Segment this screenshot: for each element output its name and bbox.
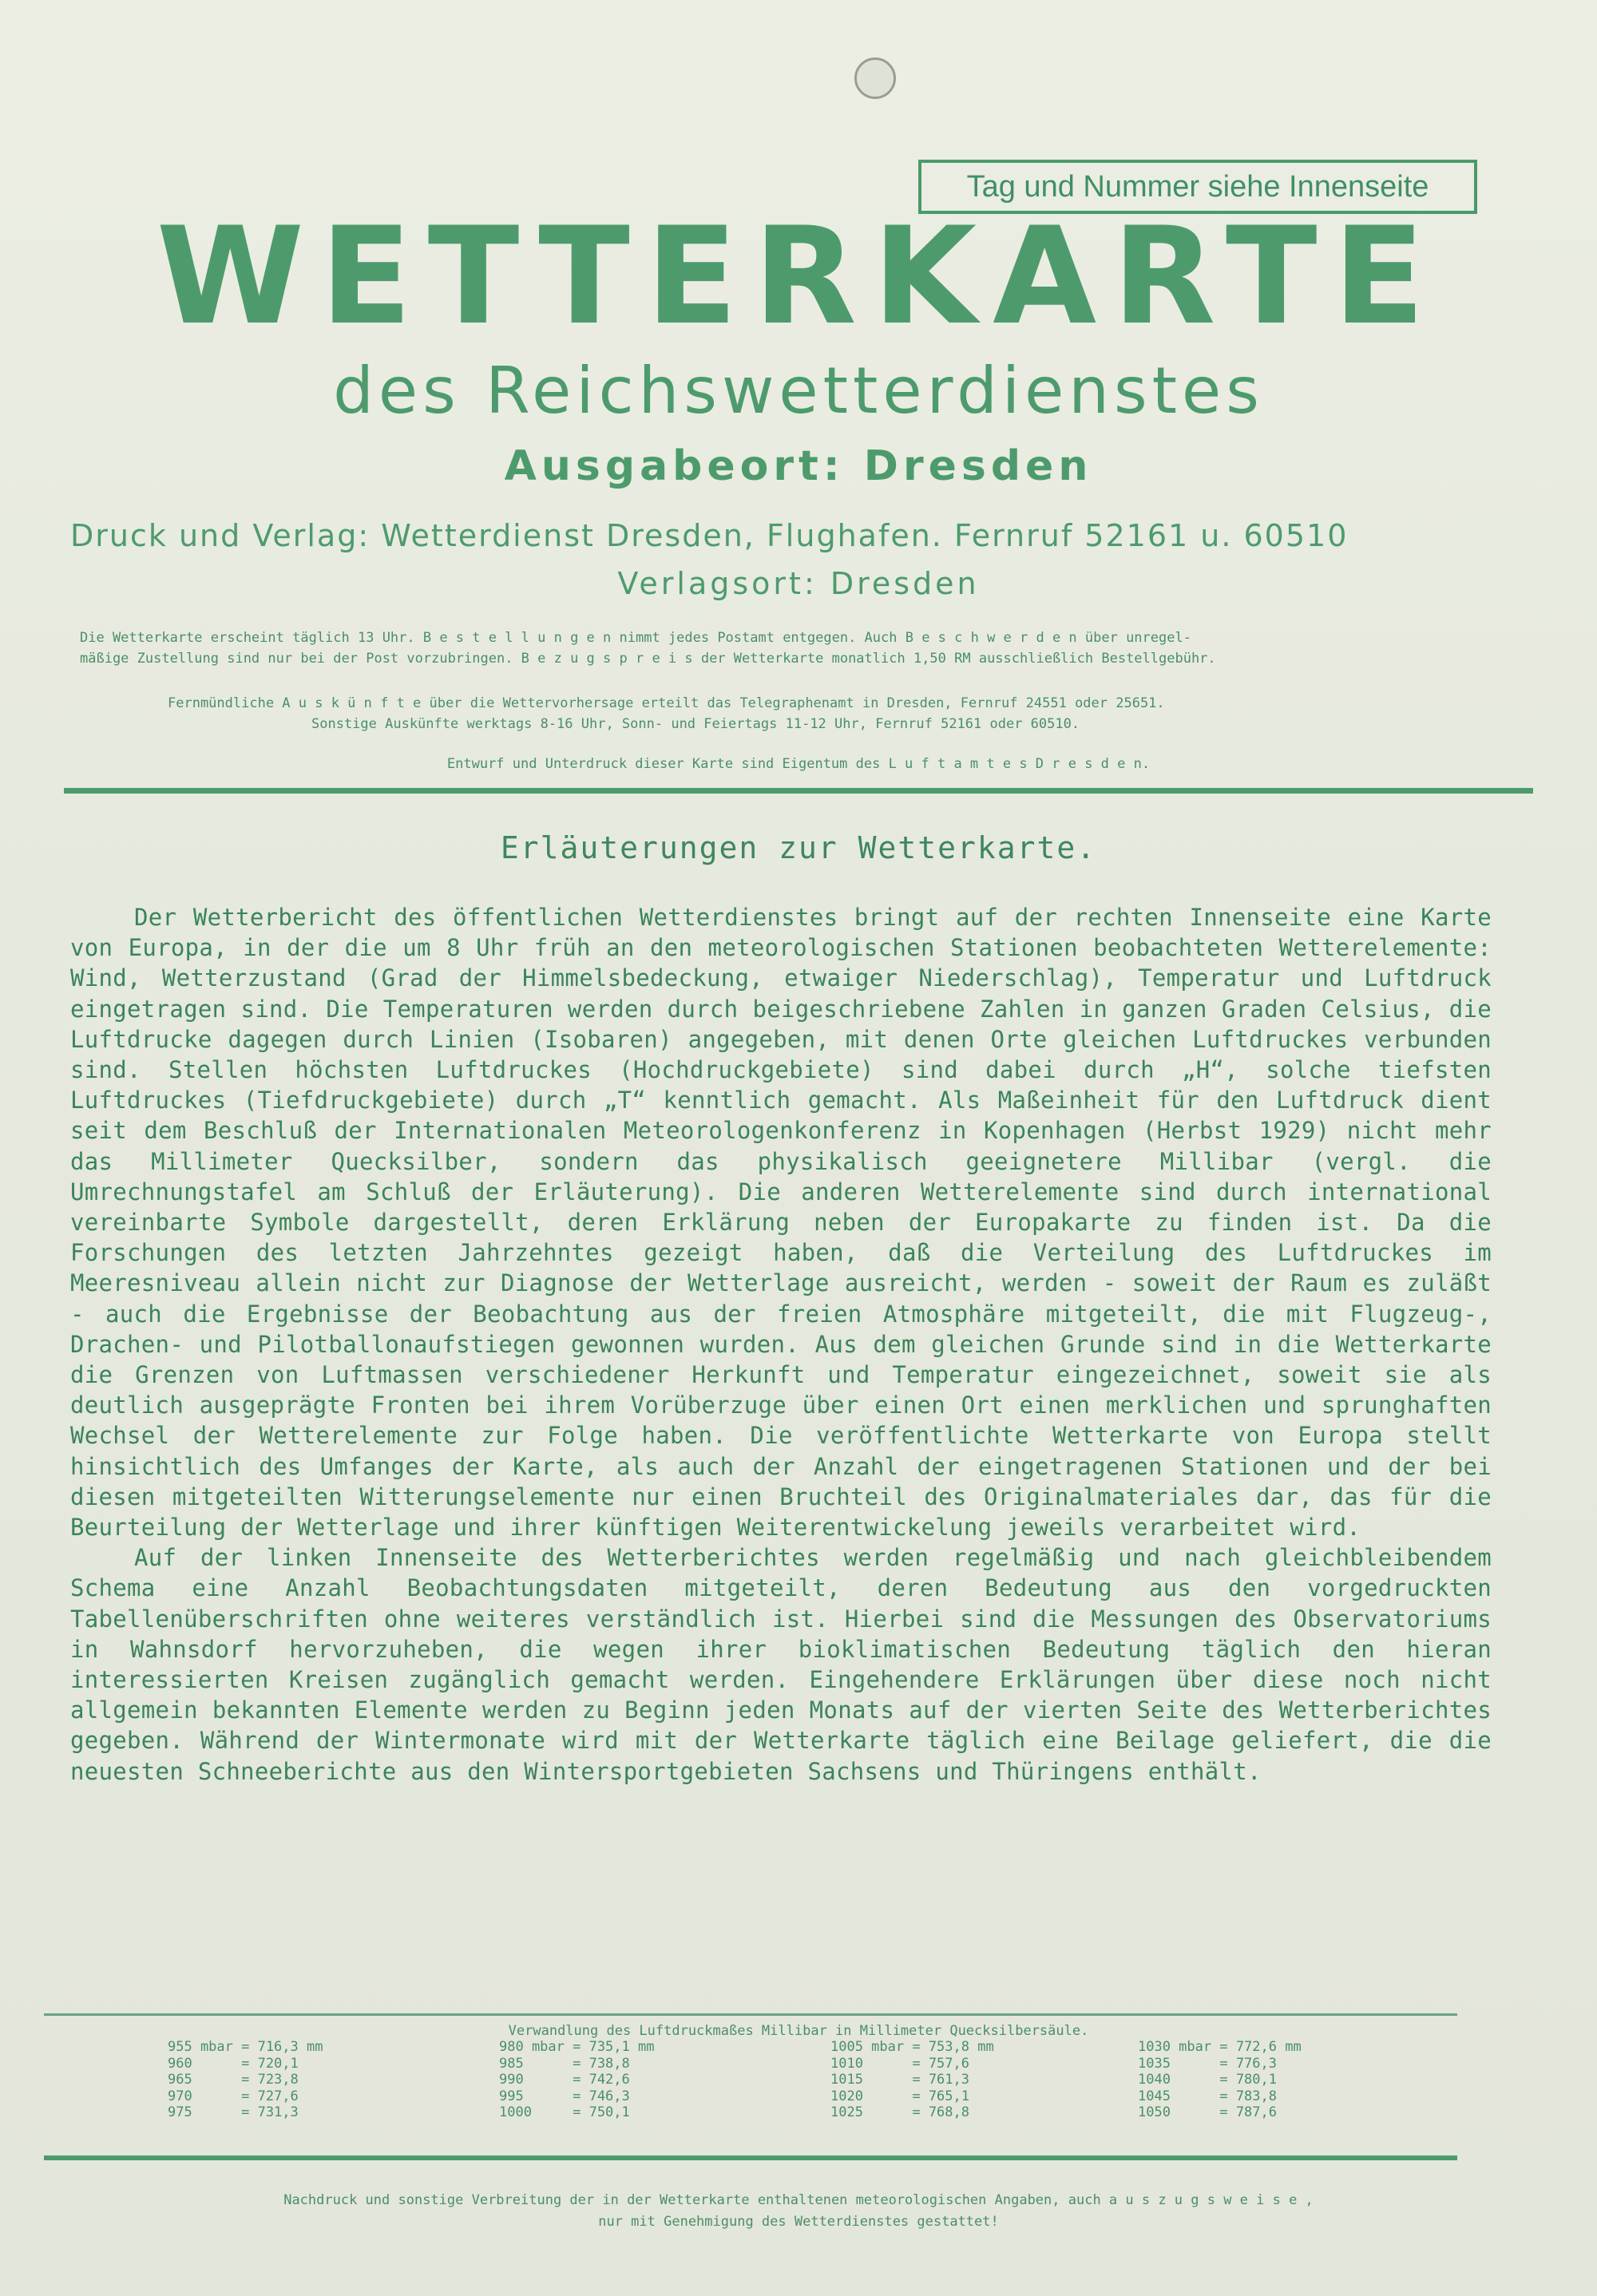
conversion-row: 990 = 742,6 [499, 2072, 630, 2088]
conversion-column [499, 2039, 787, 2121]
info-line: Sonstige Auskünfte werktags 8-16 Uhr, Sonn- und Feiertags 11-12 Uhr, Fernruf 52161 oder 60510. [311, 716, 1080, 733]
paragraph: Auf der linken Innenseite des Wetterberichtes werden regelmäßig und nach gleichbleibendem Schema eine Anzahl Beobachtungsdaten mitgeteilt, deren Bedeutung aus den vorgedruckten Tabellenüberschriften ohne weiteres verständlich ist. Hierbei sind die Messungen des Observatoriums in Wahnsdorf hervorzuheben, die wegen ihrer bioklimatischen Bedeutung täglich den hieran interessierten Kreisen zugänglich gemacht werden. Eingehendere Erklärungen über diese noch nicht allgemein bekannten Elemente werden zu Beginn jeden Monats auf der vierten Seite des Wetterberichtes gegeben. Während der Wintermonate wird mit der Wetterkarte täglich eine Beilage geliefert, die die neuesten Schneeberichte aus den Wintersportgebieten Sachsens und Thüringens enthält. [70, 1544, 1492, 1785]
punch-hole [854, 57, 896, 99]
notice-line: Die Wetterkarte erscheint täglich 13 Uhr. B e s t e l l u n g e n nimmt jedes Postamt entgegen. Auch B e s c h w e r d e n über unregel- [80, 630, 1191, 646]
conversion-row: 1050 = 787,6 [1138, 2104, 1277, 2121]
conversion-row: 980 mbar = 735,1 mm [499, 2039, 655, 2055]
conversion-column [830, 2039, 1118, 2121]
conversion-row: 1015 = 761,3 [830, 2072, 969, 2088]
divider-rule [44, 2155, 1457, 2160]
notice-line: mäßige Zustellung sind nur bei der Post vorzubringen. B e z u g s p r e i s der Wetterkarte monatlich 1,50 RM ausschließlich Bestellgebühr. [80, 651, 1216, 667]
conversion-row: 955 mbar = 716,3 mm [168, 2039, 323, 2055]
footer-line: Nachdruck und sonstige Verbreitung der in der Wetterkarte enthaltenen meteorologischen Angaben, auch a u s z u g s w e i s e , [283, 2192, 1314, 2208]
paragraph: Der Wetterbericht des öffentlichen Wetterdienstes bringt auf der rechten Innenseite eine Karte von Europa, in der die um 8 Uhr früh an den meteorologischen Stationen beobachteten Wetterelemente: Wind, Wetterzustand (Grad der Himmelsbedeckung, etwaiger Niederschlag), Temperatur und Luftdruck eingetragen sind. Die Temperaturen werden durch beigeschriebene Zahlen in ganzen Graden Celsius, die Luftdrucke dagegen durch Linien (Isobaren) angegeben, mit denen Orte gleichen Luftdruckes verbunden sind. Stellen höchsten Luftdruckes (Hochdruckgebiete) sind dabei durch „H“, solche tiefsten Luftdruckes (Tiefdruckgebiete) durch „T“ kenntlich gemacht. Als Maßeinheit für den Luftdruck dient seit dem Beschluß der Internationalen Meteorologenkonferenz in Kopenhagen (Herbst 1929) nicht mehr das Millimeter Quecksilber, sondern das physikalisch geeignetere Millibar (vergl. die Umrechnungstafel am Schluß der Erläuterung). Die anderen Wetterelemente sind durch international vereinbarte Symbole dargestellt, deren Erklärung neben der Europakarte zu finden ist. Da die Forschungen des letzten Jahrzehntes gezeigt haben, daß die Verteilung des Luftdruckes im Meeresniveau allein nicht zur Diagnose der Wetterlage ausreicht, werden - soweit der Raum es zuläßt - auch die Ergebnisse der Beobachtung aus der freien Atmosphäre mitgeteilt, die mit Flugzeug-, Drachen- und Pilotballonaufstiegen gewonnen wurden. Aus dem gleichen Grunde sind in die Wetterkarte die Grenzen von Luftmassen verschiedener Herkunft und Temperatur eingezeichnet, soweit sie als deutlich ausgeprägte Fronten bei ihrem Vorüberzuge über einen Ort einen merklichen und sprunghaften Wechsel der Wetterelemente zur Folge haben. Die veröffentlichte Wetterkarte von Europa stellt hinsichtlich des Umfanges der Karte, als auch der Anzahl der eingetragenen Stationen und der bei diesen mitgeteilten Witterungselemente nur einen Bruchteil des Originalmateriales dar, das für die Beurteilung der Wetterlage und ihrer künftigen Weiterentwickelung jeweils verarbeitet wird. [70, 904, 1492, 1542]
footer-line: nur mit Genehmigung des Wetterdienstes gestattet! [598, 2214, 999, 2230]
conversion-column [168, 2039, 455, 2121]
conversion-row: 1035 = 776,3 [1138, 2055, 1277, 2072]
conversion-row: 1010 = 757,6 [830, 2055, 969, 2072]
conversion-title: Verwandlung des Luftdruckmaßes Millibar in Millimeter Quecksilbersäule. [508, 2023, 1089, 2039]
conversion-row: 985 = 738,8 [499, 2055, 630, 2072]
conversion-row: 960 = 720,1 [168, 2055, 299, 2072]
divider-rule [64, 788, 1533, 794]
conversion-row: 1025 = 768,8 [830, 2104, 969, 2121]
conversion-row: 965 = 723,8 [168, 2072, 299, 2088]
conversion-row: 975 = 731,3 [168, 2104, 299, 2121]
divider-rule [44, 2013, 1457, 2016]
section-title: Erläuterungen zur Wetterkarte. [500, 830, 1097, 865]
conversion-column [1138, 2039, 1425, 2121]
conversion-row: 1040 = 780,1 [1138, 2072, 1277, 2088]
masthead-subtitle: des Reichswetterdienstes [333, 354, 1264, 428]
masthead-title: WETTERKARTE [156, 198, 1441, 354]
publication-place: Verlagsort: Dresden [617, 566, 980, 601]
conversion-row: 1030 mbar = 772,6 mm [1138, 2039, 1302, 2055]
stamp-text: Tag und Nummer siehe Innenseite [966, 169, 1429, 204]
conversion-row: 1005 mbar = 753,8 mm [830, 2039, 994, 2055]
publisher-line: Druck und Verlag: Wetterdienst Dresden, Flughafen. Fernruf 52161 u. 60510 [70, 518, 1349, 553]
info-line: Fernmündliche A u s k ü n f t e über die Wettervorhersage erteilt das Telegraphenamt in Dresden, Fernruf 24551 oder 25651. [168, 695, 1165, 711]
conversion-row: 1000 = 750,1 [499, 2104, 630, 2121]
conversion-row: 1020 = 765,1 [830, 2088, 969, 2104]
conversion-row: 995 = 746,3 [499, 2088, 630, 2104]
issue-place: Ausgabeort: Dresden [504, 442, 1093, 490]
info-notice [168, 693, 1525, 735]
subscription-notice [80, 627, 1517, 670]
conversion-row: 970 = 727,6 [168, 2088, 299, 2104]
ownership-line: Entwurf und Unterdruck dieser Karte sind Eigentum des L u f t a m t e s D r e s d e n. [446, 756, 1151, 772]
conversion-row: 1045 = 783,8 [1138, 2088, 1277, 2104]
explanation-text [70, 902, 1492, 1787]
footer-note [0, 2190, 1597, 2233]
